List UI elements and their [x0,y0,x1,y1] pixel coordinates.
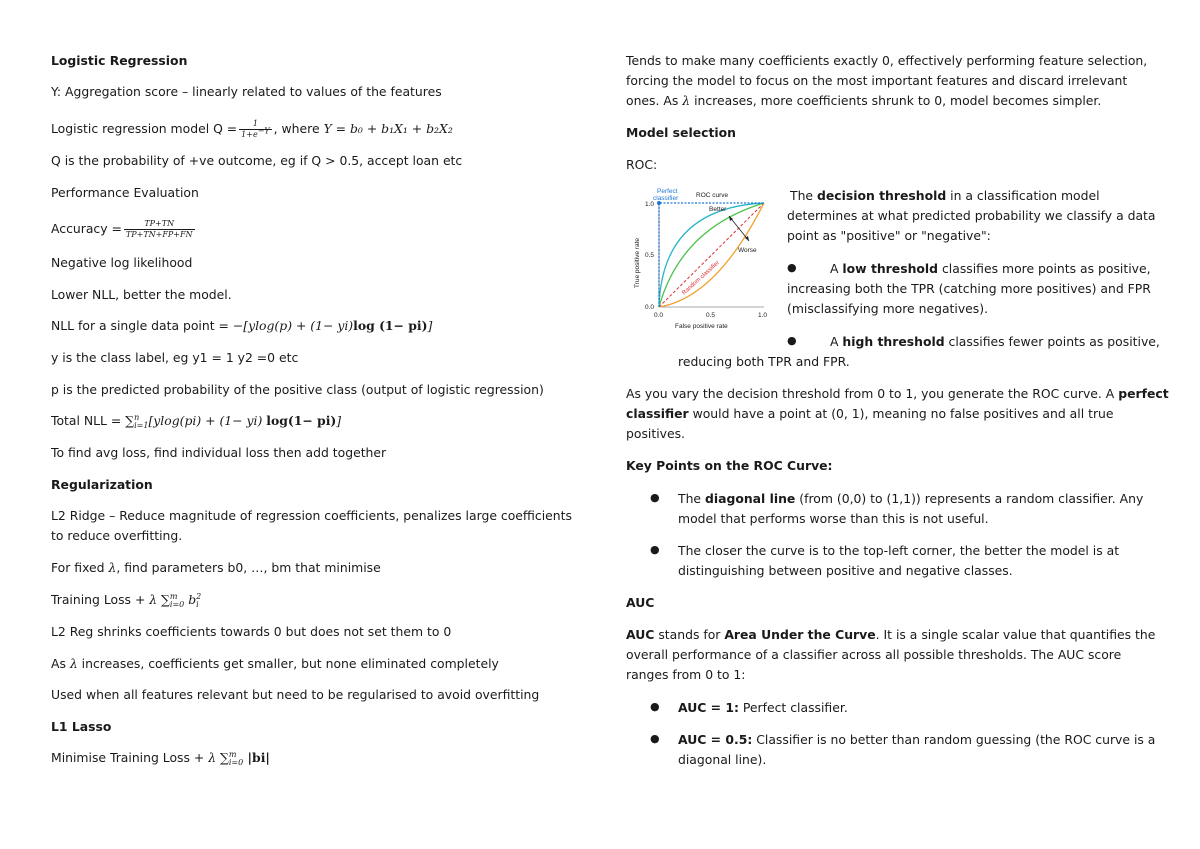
bullet-auc2: ● [650,732,660,745]
denominator-base: 1+e [241,130,258,139]
tends-line3 [626,93,1101,109]
heading-l1-lasso: L1 Lasso [51,719,112,734]
auc-b2-a: AUC = 0.5: [678,732,753,747]
total-sum-limits [134,414,148,430]
vary-1-b: perfect [1118,386,1169,401]
training-loss-term-sub: i [196,599,199,609]
l2-ridge-line1: L2 Ridge – Reduce magnitude of regression coefficients, penalizes large coefficients [51,508,572,523]
training-loss-term-indices [196,593,201,609]
total-sum-sup: n [134,412,140,422]
auc-line2: overall performance of a classifier across all possible thresholds. The AUC score [626,647,1122,662]
auc-line3: ranges from 0 to 1: [626,667,746,682]
perfect-label-1: Perfect [657,188,678,195]
x-tick-0: 0.0 [654,312,664,319]
auc-1-b: stands for [654,627,725,642]
high-1-b: high threshold [842,334,945,349]
kp1-line2: model that performs worse than this is not useful. [678,511,989,526]
minimise-line [51,750,270,767]
total-eq-a: [ylog(pi) + (1− yi) [148,413,267,428]
x-tick-1: 1.0 [758,312,768,319]
heading-key-points: Key Points on the ROC Curve: [626,458,833,473]
bullet-auc1: ● [650,700,660,713]
kp2-line2: distinguishing between positive and negative classes. [678,563,1013,578]
auc-bullet2-line2: diagonal line). [678,752,767,767]
heading-model-selection: Model selection [626,125,736,140]
accuracy-denominator: TP+TN+FP+FN [125,230,193,239]
l2-ridge-line2: to reduce overfitting. [51,528,183,543]
training-loss-sup: m [169,591,178,601]
accuracy-fraction [124,219,195,240]
low-line1 [830,261,1151,277]
y-tick-0: 0.0 [645,304,655,311]
roc-label: ROC: [626,157,658,172]
logistic-model-line [51,119,453,140]
nll-single-line [51,318,432,334]
model-where: , where [273,121,320,136]
minimise-prefix: Minimise Training Loss + [51,750,209,765]
tends-line2: forcing the model to focus on the most important features and discard irrelevant [626,73,1128,88]
lambda-increase-line [51,656,499,672]
training-loss-term: b [184,592,197,607]
fraction-numerator: 1 [239,119,272,130]
avg-loss: To find avg loss, find individual loss then add together [51,445,387,460]
nll-single-prefix: NLL for a single data point = [51,318,233,333]
accuracy-line [51,219,197,240]
low-line3: (misclassifying more negatives). [787,301,989,316]
lambda-inc-a: As [51,656,70,671]
nll-single-eq-c: ] [427,318,433,333]
low-1-b: low threshold [842,261,939,276]
nll-single-eq-b: log (1− pi) [353,318,428,333]
nll-title: Negative log likelihood [51,255,193,270]
training-loss-line [51,592,201,609]
performance-evaluation: Performance Evaluation [51,185,199,200]
high-line2: reducing both TPR and FPR. [678,354,850,369]
high-1-c: classifies fewer points as positive, [944,334,1160,349]
auc-1-c: Area Under the Curve [724,627,876,642]
vary-line1 [626,386,1169,402]
p-label-def: p is the predicted probability of the positive class (output of logistic regression) [51,382,544,397]
total-eq-b: log(1− pi) [266,413,337,428]
kp1-1-b: diagonal line [704,491,796,506]
low-1-c: classifies more points as positive, [938,261,1151,276]
tends-3-c: increases, more coefficients shrunk to 0, model becomes simpler. [690,93,1102,108]
used-when: Used when all features relevant but need to be regularised to avoid overfitting [51,687,540,702]
high-1-a: A [830,334,843,349]
nll-single-eq-a: −[ylog(p) + (1− yi) [232,318,354,333]
minimise-limits [229,751,243,767]
fixed-lambda-c: , find parameters b0, …, bm that minimise [116,560,381,575]
y-tick-05: 0.5 [645,252,655,259]
kp1-line1 [678,491,1143,507]
heading-auc: AUC [626,595,655,610]
worse-label: Worse [738,247,757,254]
bullet-kp1: ● [650,491,660,504]
auc-1-d: . It is a single scalar value that quantifies the [875,627,1156,642]
minimise-sub: i=0 [228,757,244,767]
training-loss-sum: λ ∑ [149,592,170,607]
minimise-sum: λ ∑ [208,750,229,765]
accuracy-prefix: Accuracy = [51,221,122,236]
lambda-inc-c: increases, coefficients get smaller, but none eliminated completely [77,656,499,671]
threshold-line1 [790,188,1100,204]
kp1-1-a: The [678,491,705,506]
total-eq-c: ] [336,413,342,428]
heading-logistic-regression: Logistic Regression [51,53,188,68]
vary-2-a: classifier [626,406,689,421]
fixed-lambda-a: For fixed [51,560,109,575]
training-loss-term-sup: 2 [196,591,202,601]
vary-1-a: As you vary the decision threshold from 0 to 1, you generate the ROC curve. A [626,386,1119,401]
bullet-kp2: ● [650,543,660,556]
minimise-term: |bi| [243,750,270,765]
kp2-line1: The closer the curve is to the top-left corner, the better the model is at [678,543,1120,558]
low-line2: increasing both the TPR (catching more positives) and FPR [787,281,1151,296]
auc-b2-b: Classifier is no better than random guessing (the ROC curve is a [752,732,1156,747]
heading-regularization: Regularization [51,477,153,492]
fixed-lambda-line [51,560,381,576]
y-definition: Y: Aggregation score – linearly related to values of the features [51,84,442,99]
l2-shrink: L2 Reg shrinks coefficients towards 0 but does not set them to 0 [51,624,452,639]
total-sum-sub: i=1 [134,420,149,430]
better-label: Better [709,206,727,213]
lambda-symbol: λ [69,656,78,671]
auc-line1 [626,627,1155,643]
model-fraction [239,119,272,140]
thr-1-a: The [790,188,817,203]
threshold-line2: determines at what predicted probability we classify a data [787,208,1156,223]
vary-2-b: would have a point at (0, 1), meaning no false positives and all true [688,406,1114,421]
random-classifier-line [659,203,764,307]
y-axis-label: True positive rate [634,238,641,288]
auc-b1-b: Perfect classifier. [738,700,848,715]
lambda-symbol: λ [108,560,117,575]
auc-bullet1 [678,700,848,716]
total-prefix: Total NLL = [51,413,126,428]
x-axis-label: False positive rate [675,323,728,330]
thr-1-b: decision threshold [816,188,947,203]
vary-line3: positives. [626,426,685,441]
roc-curve-figure [626,183,776,333]
accuracy-numerator: TP+TN [124,219,195,230]
training-loss-prefix: Training Loss + [51,592,150,607]
q-definition: Q is the probability of +ve outcome, eg if Q > 0.5, accept loan etc [51,153,463,168]
threshold-line3: point as "positive" or "negative": [787,228,991,243]
low-1-a: A [830,261,843,276]
better-worse-arrow [729,216,749,241]
vary-line2 [626,406,1114,422]
auc-bullet2-line1 [678,732,1155,748]
fraction-denominator [239,126,272,140]
thr-1-c: in a classification model [946,188,1100,203]
lambda-symbol: λ [682,93,691,108]
high-line1 [830,334,1160,350]
training-loss-sub: i=0 [169,599,185,609]
denominator-exponent: −Y [257,126,270,136]
x-tick-05: 0.5 [706,312,716,319]
nll-lower: Lower NLL, better the model. [51,287,232,302]
y-label-def: y is the class label, eg y1 = 1 y2 =0 etc [51,350,299,365]
tends-line1: Tends to make many coefficients exactly 0, effectively performing feature selection, [626,53,1148,68]
model-equation: Y = b₀ + b₁X₁ + b₂X₂ [323,121,453,136]
random-classifier-label: Random classifier [681,260,721,297]
model-prefix: Logistic regression model Q = [51,121,238,136]
auc-1-a: AUC [626,627,655,642]
training-loss-limits [170,593,184,609]
bullet-low: ● [787,261,797,274]
roc-curve-label: ROC curve [696,192,729,199]
perfect-label-2: classifier [653,195,679,202]
y-tick-1: 1.0 [645,201,655,208]
kp1-1-c: (from (0,0) to (1,1)) represents a random classifier. Any [795,491,1144,506]
minimise-sup: m [228,749,237,759]
bullet-high: ● [787,334,797,347]
auc-b1-a: AUC = 1: [678,700,739,715]
tends-3-a: ones. As [626,93,683,108]
total-sum-sign: ∑ [125,413,135,428]
total-nll-line [51,413,341,430]
